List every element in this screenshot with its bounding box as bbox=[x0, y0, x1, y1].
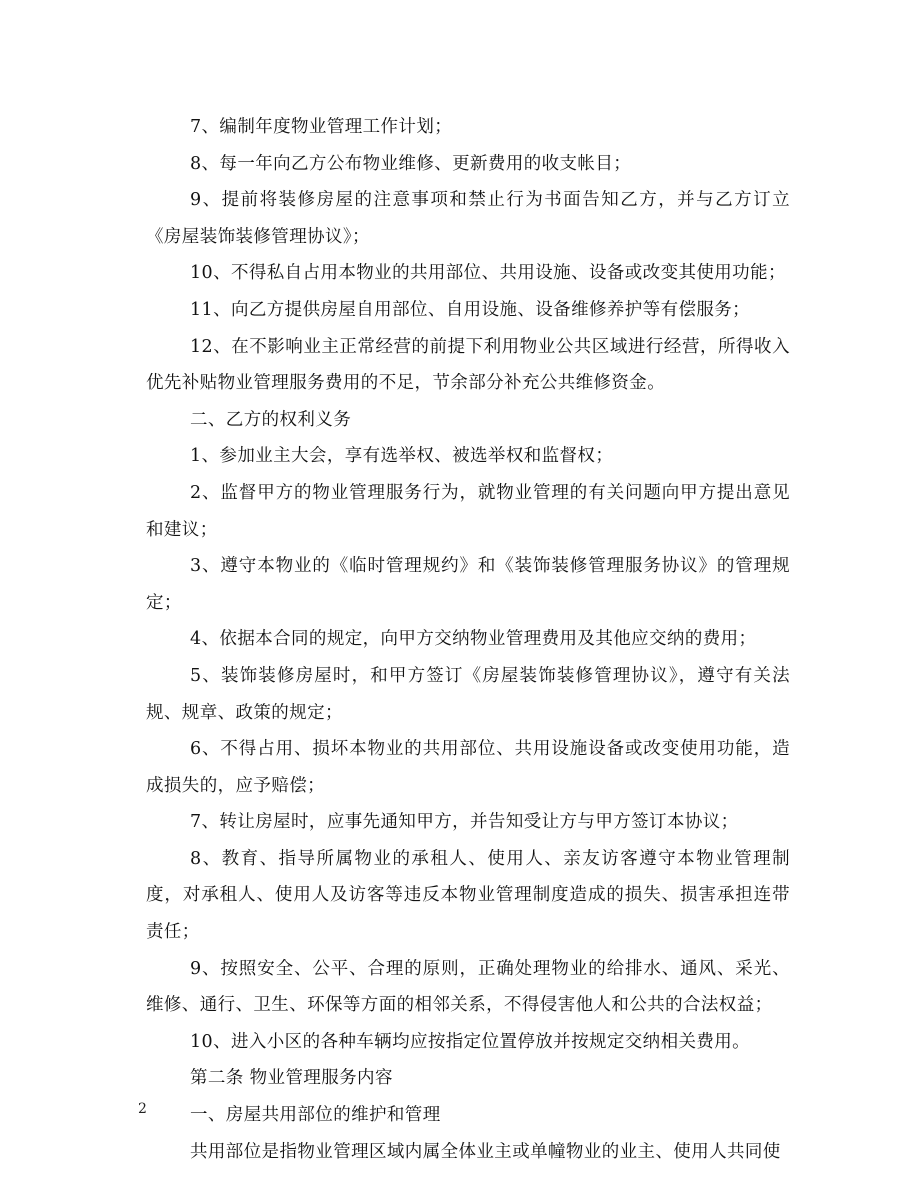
paragraph: 12、在不影响业主正常经营的前提下利用物业公共区域进行经营，所得收入优先补贴物业管理服务费用的不足，节余部分补充公共维修资金。 bbox=[146, 336, 790, 394]
paragraph: 10、不得私自占用本物业的共用部位、共用设施、设备或改变其使用功能； bbox=[190, 263, 786, 284]
paragraph: 1、参加业主大会，享有选举权、被选举权和监督权； bbox=[190, 446, 614, 467]
paragraph: 3、遵守本物业的《临时管理规约》和《装饰装修管理服务协议》的管理规定； bbox=[146, 556, 790, 613]
page-number: 2 bbox=[138, 1101, 147, 1117]
section-heading: 一、房屋共用部位的维护和管理 bbox=[190, 1105, 441, 1126]
paragraph: 6、不得占用、损坏本物业的共用部位、共用设施设备或改变使用功能，造成损失的，应予赔偿； bbox=[146, 739, 790, 796]
paragraph: 2、监督甲方的物业管理服务行为，就物业管理的有关问题向甲方提出意见和建议； bbox=[146, 482, 790, 540]
document-body bbox=[146, 109, 790, 1170]
paragraph: 9、按照安全、公平、合理的原则，正确处理物业的给排水、通风、采光、维修、通行、卫生、环保等方面的相邻关系，不得侵害他人和公共的合法权益； bbox=[146, 958, 790, 1016]
paragraph: 11、向乙方提供房屋自用部位、自用设施、设备维修养护等有偿服务； bbox=[190, 299, 751, 320]
paragraph: 4、依据本合同的规定，向甲方交纳物业管理费用及其他应交纳的费用； bbox=[190, 629, 757, 650]
paragraph: 5、装饰装修房屋时，和甲方签订《房屋装饰装修管理协议》，遵守有关法规、规章、政策的规定； bbox=[146, 665, 790, 723]
section-heading: 二、乙方的权利义务 bbox=[190, 409, 352, 430]
paragraph: 8、每一年向乙方公布物业维修、更新费用的收支帐目； bbox=[190, 153, 632, 174]
paragraph: 共用部位是指物业管理区域内属全体业主或单幢物业的业主、使用人共同使 bbox=[190, 1141, 781, 1162]
paragraph: 7、转让房屋时，应事先通知甲方，并告知受让方与甲方签订本协议； bbox=[190, 812, 739, 833]
paragraph: 9、提前将装修房屋的注意事项和禁止行为书面告知乙方，并与乙方订立《房屋装饰装修管理协议》； bbox=[146, 190, 790, 247]
paragraph: 10、进入小区的各种车辆均应按指定位置停放并按规定交纳相关费用。 bbox=[190, 1031, 751, 1052]
paragraph: 7、编制年度物业管理工作计划； bbox=[190, 117, 453, 137]
paragraph: 8、教育、指导所属物业的承租人、使用人、亲友访客遵守本物业管理制度，对承租人、使用人及访客等违反本物业管理制度造成的损失、损害承担连带责任； bbox=[146, 848, 790, 943]
article-heading: 第二条 物业管理服务内容 bbox=[190, 1068, 393, 1089]
